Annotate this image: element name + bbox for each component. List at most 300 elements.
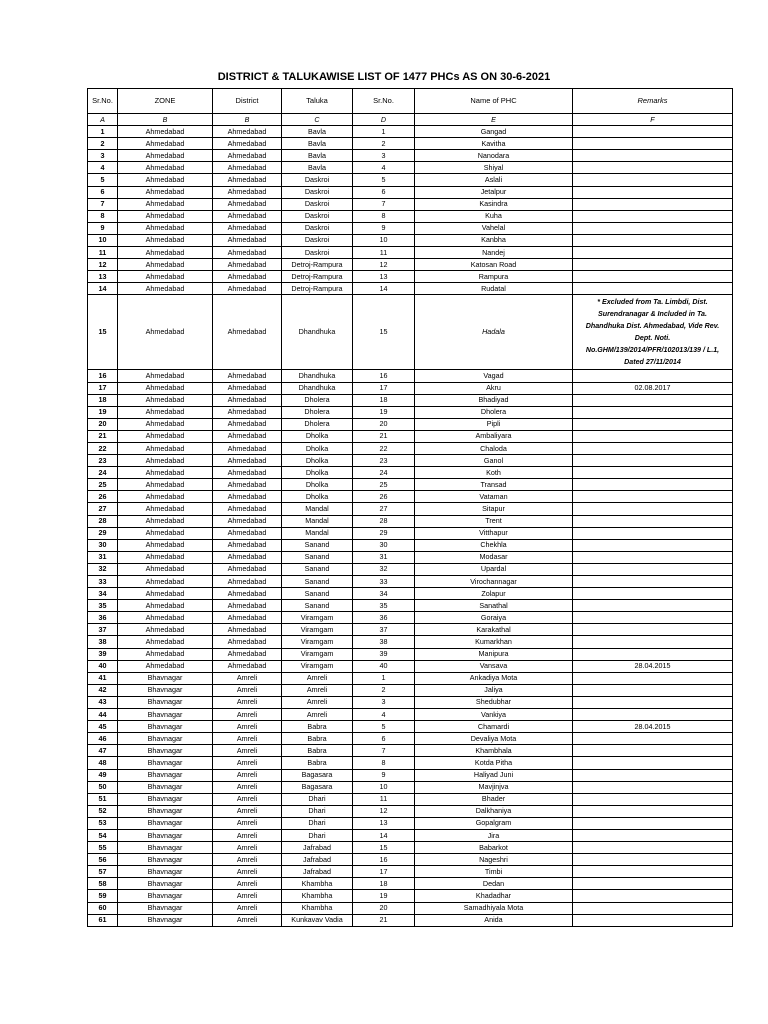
cell-district: Ahmedabad	[213, 382, 282, 394]
cell-taluka: Dholera	[282, 394, 353, 406]
cell-phc-name: Samadhiyala Mota	[415, 902, 573, 914]
cell-srno: 10	[88, 234, 118, 246]
cell-remarks	[573, 271, 733, 283]
cell-district: Ahmedabad	[213, 150, 282, 162]
cell-srno: 15	[88, 295, 118, 370]
cell-taluka-srno: 4	[353, 709, 415, 721]
cell-taluka: Amreli	[282, 684, 353, 696]
cell-district: Amreli	[213, 696, 282, 708]
cell-taluka: Khambha	[282, 878, 353, 890]
cell-taluka: Dhandhuka	[282, 295, 353, 370]
cell-zone: Ahmedabad	[118, 430, 213, 442]
cell-zone: Bhavnagar	[118, 793, 213, 805]
cell-taluka: Bavla	[282, 138, 353, 150]
cell-phc-name: Ambaliyara	[415, 430, 573, 442]
cell-district: Ahmedabad	[213, 503, 282, 515]
cell-srno: 30	[88, 539, 118, 551]
cell-srno: 46	[88, 733, 118, 745]
cell-zone: Bhavnagar	[118, 696, 213, 708]
table-row	[88, 551, 733, 563]
cell-remarks: 28.04.2015	[573, 721, 733, 733]
cell-district: Amreli	[213, 805, 282, 817]
cell-phc-name: Manipura	[415, 648, 573, 660]
cell-srno: 42	[88, 684, 118, 696]
cell-zone: Ahmedabad	[118, 370, 213, 382]
table-row	[88, 418, 733, 430]
cell-zone: Ahmedabad	[118, 660, 213, 672]
cell-taluka-srno: 19	[353, 406, 415, 418]
cell-phc-name: Vagad	[415, 370, 573, 382]
header-srno: Sr.No.	[88, 89, 118, 114]
cell-zone: Ahmedabad	[118, 479, 213, 491]
cell-remarks	[573, 829, 733, 841]
cell-taluka-srno: 18	[353, 394, 415, 406]
cell-phc-name: Vataman	[415, 491, 573, 503]
cell-zone: Ahmedabad	[118, 648, 213, 660]
cell-remarks	[573, 576, 733, 588]
cell-zone: Ahmedabad	[118, 442, 213, 454]
cell-district: Ahmedabad	[213, 234, 282, 246]
cell-taluka: Amreli	[282, 672, 353, 684]
table-row	[88, 430, 733, 442]
cell-zone: Ahmedabad	[118, 234, 213, 246]
cell-taluka-srno: 16	[353, 854, 415, 866]
cell-zone: Ahmedabad	[118, 126, 213, 138]
cell-taluka: Detroj-Rampura	[282, 283, 353, 295]
letter-b: B	[118, 114, 213, 126]
cell-remarks	[573, 455, 733, 467]
cell-taluka-srno: 10	[353, 234, 415, 246]
cell-taluka: Dholera	[282, 418, 353, 430]
table-row	[88, 479, 733, 491]
cell-district: Ahmedabad	[213, 430, 282, 442]
cell-zone: Ahmedabad	[118, 612, 213, 624]
cell-taluka-srno: 13	[353, 817, 415, 829]
cell-phc-name: Katosan Road	[415, 259, 573, 271]
header-row	[88, 89, 733, 114]
cell-district: Amreli	[213, 854, 282, 866]
cell-phc-name: Kasindra	[415, 198, 573, 210]
cell-district: Amreli	[213, 902, 282, 914]
cell-taluka-srno: 33	[353, 576, 415, 588]
letter-a: A	[88, 114, 118, 126]
cell-taluka: Sanand	[282, 600, 353, 612]
cell-taluka-srno: 15	[353, 842, 415, 854]
cell-srno: 6	[88, 186, 118, 198]
cell-taluka-srno: 27	[353, 503, 415, 515]
cell-taluka: Bavla	[282, 162, 353, 174]
cell-remarks	[573, 902, 733, 914]
table-row	[88, 503, 733, 515]
cell-srno: 35	[88, 600, 118, 612]
cell-srno: 18	[88, 394, 118, 406]
cell-srno: 43	[88, 696, 118, 708]
table-row	[88, 757, 733, 769]
cell-district: Ahmedabad	[213, 660, 282, 672]
cell-phc-name: Vansava	[415, 660, 573, 672]
cell-phc-name: Babarkot	[415, 842, 573, 854]
cell-phc-name: Timbi	[415, 866, 573, 878]
cell-taluka-srno: 20	[353, 902, 415, 914]
cell-srno: 33	[88, 576, 118, 588]
cell-zone: Bhavnagar	[118, 721, 213, 733]
header-taluka-srno: Sr.No.	[353, 89, 415, 114]
cell-district: Amreli	[213, 829, 282, 841]
cell-taluka: Khambha	[282, 890, 353, 902]
cell-remarks	[573, 503, 733, 515]
table-row	[88, 370, 733, 382]
cell-srno: 53	[88, 817, 118, 829]
cell-district: Amreli	[213, 781, 282, 793]
table-row	[88, 684, 733, 696]
cell-taluka-srno: 17	[353, 382, 415, 394]
cell-taluka-srno: 9	[353, 222, 415, 234]
cell-phc-name: Aslali	[415, 174, 573, 186]
cell-taluka: Viramgam	[282, 612, 353, 624]
cell-phc-name: Vitthapur	[415, 527, 573, 539]
table-row	[88, 696, 733, 708]
cell-zone: Ahmedabad	[118, 527, 213, 539]
cell-district: Ahmedabad	[213, 539, 282, 551]
table-row	[88, 150, 733, 162]
table-row	[88, 817, 733, 829]
cell-zone: Ahmedabad	[118, 295, 213, 370]
cell-taluka: Daskroi	[282, 210, 353, 222]
cell-district: Ahmedabad	[213, 467, 282, 479]
cell-district: Amreli	[213, 914, 282, 926]
cell-remarks: 28.04.2015	[573, 660, 733, 672]
cell-taluka-srno: 21	[353, 914, 415, 926]
cell-taluka-srno: 2	[353, 684, 415, 696]
cell-srno: 49	[88, 769, 118, 781]
cell-taluka-srno: 20	[353, 418, 415, 430]
cell-taluka: Mandal	[282, 503, 353, 515]
cell-zone: Bhavnagar	[118, 684, 213, 696]
cell-remarks	[573, 126, 733, 138]
cell-remarks	[573, 418, 733, 430]
cell-taluka: Dholera	[282, 406, 353, 418]
cell-phc-name: Gopalgram	[415, 817, 573, 829]
cell-zone: Ahmedabad	[118, 515, 213, 527]
cell-zone: Bhavnagar	[118, 817, 213, 829]
cell-district: Ahmedabad	[213, 551, 282, 563]
cell-taluka-srno: 10	[353, 781, 415, 793]
cell-remarks	[573, 283, 733, 295]
cell-taluka-srno: 7	[353, 745, 415, 757]
cell-zone: Ahmedabad	[118, 222, 213, 234]
cell-zone: Bhavnagar	[118, 805, 213, 817]
cell-taluka-srno: 39	[353, 648, 415, 660]
cell-srno: 20	[88, 418, 118, 430]
cell-taluka: Amreli	[282, 696, 353, 708]
cell-phc-name: Anida	[415, 914, 573, 926]
cell-srno: 39	[88, 648, 118, 660]
cell-srno: 23	[88, 455, 118, 467]
cell-district: Ahmedabad	[213, 259, 282, 271]
cell-taluka-srno: 5	[353, 721, 415, 733]
table-row	[88, 902, 733, 914]
cell-district: Ahmedabad	[213, 394, 282, 406]
cell-taluka-srno: 7	[353, 198, 415, 210]
table-row	[88, 247, 733, 259]
cell-district: Ahmedabad	[213, 138, 282, 150]
cell-phc-name: Rampura	[415, 271, 573, 283]
cell-district: Ahmedabad	[213, 186, 282, 198]
cell-district: Ahmedabad	[213, 198, 282, 210]
cell-remarks	[573, 150, 733, 162]
cell-taluka: Sanand	[282, 539, 353, 551]
table-row	[88, 781, 733, 793]
cell-zone: Ahmedabad	[118, 150, 213, 162]
cell-phc-name: Chaloda	[415, 442, 573, 454]
cell-phc-name: Virochannagar	[415, 576, 573, 588]
cell-taluka: Babra	[282, 745, 353, 757]
cell-district: Amreli	[213, 721, 282, 733]
header-remarks: Remarks	[573, 89, 733, 114]
cell-srno: 61	[88, 914, 118, 926]
cell-district: Amreli	[213, 733, 282, 745]
cell-phc-name: Bhader	[415, 793, 573, 805]
cell-srno: 44	[88, 709, 118, 721]
cell-srno: 19	[88, 406, 118, 418]
cell-taluka-srno: 40	[353, 660, 415, 672]
cell-zone: Ahmedabad	[118, 467, 213, 479]
cell-taluka: Dholka	[282, 491, 353, 503]
table-row	[88, 271, 733, 283]
cell-srno: 11	[88, 247, 118, 259]
table-row	[88, 878, 733, 890]
cell-phc-name: Dholera	[415, 406, 573, 418]
cell-zone: Ahmedabad	[118, 247, 213, 259]
cell-zone: Ahmedabad	[118, 210, 213, 222]
cell-district: Amreli	[213, 866, 282, 878]
cell-remarks	[573, 733, 733, 745]
cell-district: Ahmedabad	[213, 600, 282, 612]
cell-zone: Bhavnagar	[118, 709, 213, 721]
cell-phc-name: Nanodara	[415, 150, 573, 162]
cell-remarks	[573, 696, 733, 708]
table-row	[88, 672, 733, 684]
cell-taluka: Bavla	[282, 126, 353, 138]
cell-taluka: Dhandhuka	[282, 370, 353, 382]
cell-taluka-srno: 6	[353, 186, 415, 198]
table-row	[88, 467, 733, 479]
cell-zone: Ahmedabad	[118, 636, 213, 648]
cell-remarks	[573, 222, 733, 234]
cell-district: Ahmedabad	[213, 455, 282, 467]
cell-district: Ahmedabad	[213, 271, 282, 283]
cell-srno: 2	[88, 138, 118, 150]
cell-zone: Bhavnagar	[118, 733, 213, 745]
table-row	[88, 866, 733, 878]
cell-taluka-srno: 30	[353, 539, 415, 551]
cell-zone: Bhavnagar	[118, 866, 213, 878]
cell-district: Ahmedabad	[213, 174, 282, 186]
cell-phc-name: Kavitha	[415, 138, 573, 150]
cell-taluka: Viramgam	[282, 636, 353, 648]
cell-taluka: Dhari	[282, 817, 353, 829]
cell-taluka-srno: 15	[353, 295, 415, 370]
cell-phc-name: Chekhla	[415, 539, 573, 551]
cell-taluka: Viramgam	[282, 660, 353, 672]
table-row	[88, 234, 733, 246]
cell-phc-name: Bhadiyad	[415, 394, 573, 406]
cell-srno: 8	[88, 210, 118, 222]
cell-taluka: Viramgam	[282, 648, 353, 660]
cell-phc-name: Dedan	[415, 878, 573, 890]
cell-srno: 7	[88, 198, 118, 210]
cell-zone: Ahmedabad	[118, 576, 213, 588]
cell-remarks: 02.08.2017	[573, 382, 733, 394]
cell-taluka: Dholka	[282, 442, 353, 454]
cell-taluka-srno: 25	[353, 479, 415, 491]
cell-remarks	[573, 757, 733, 769]
cell-taluka: Jafrabad	[282, 854, 353, 866]
document-title: DISTRICT & TALUKAWISE LIST OF 1477 PHCs AS ON 30-6-2021	[217, 71, 551, 83]
header-phc-name: Name of PHC	[415, 89, 573, 114]
cell-phc-name: Rudatal	[415, 283, 573, 295]
cell-district: Ahmedabad	[213, 222, 282, 234]
column-letter-row	[88, 114, 733, 126]
cell-district: Ahmedabad	[213, 479, 282, 491]
table-row	[88, 394, 733, 406]
cell-taluka-srno: 22	[353, 442, 415, 454]
cell-district: Ahmedabad	[213, 636, 282, 648]
cell-taluka-srno: 31	[353, 551, 415, 563]
cell-phc-name: Shedubhar	[415, 696, 573, 708]
cell-srno: 14	[88, 283, 118, 295]
cell-district: Amreli	[213, 672, 282, 684]
table-row	[88, 793, 733, 805]
header-taluka: Taluka	[282, 89, 353, 114]
cell-remarks	[573, 198, 733, 210]
cell-srno: 37	[88, 624, 118, 636]
cell-phc-name: Upardal	[415, 563, 573, 575]
cell-remarks	[573, 600, 733, 612]
cell-taluka-srno: 14	[353, 283, 415, 295]
cell-remarks	[573, 769, 733, 781]
cell-taluka: Babra	[282, 721, 353, 733]
table-row	[88, 612, 733, 624]
cell-srno: 36	[88, 612, 118, 624]
cell-taluka-srno: 14	[353, 829, 415, 841]
table-row	[88, 162, 733, 174]
cell-remarks	[573, 467, 733, 479]
cell-srno: 59	[88, 890, 118, 902]
cell-phc-name: Pipli	[415, 418, 573, 430]
cell-taluka-srno: 8	[353, 757, 415, 769]
cell-remarks	[573, 648, 733, 660]
cell-district: Amreli	[213, 757, 282, 769]
cell-phc-name: Shiyal	[415, 162, 573, 174]
cell-taluka: Daskroi	[282, 247, 353, 259]
cell-district: Ahmedabad	[213, 210, 282, 222]
cell-taluka: Dholka	[282, 479, 353, 491]
header-district: District	[213, 89, 282, 114]
cell-srno: 17	[88, 382, 118, 394]
cell-srno: 57	[88, 866, 118, 878]
cell-district: Ahmedabad	[213, 283, 282, 295]
cell-taluka-srno: 24	[353, 467, 415, 479]
cell-phc-name: Jetalpur	[415, 186, 573, 198]
cell-taluka-srno: 19	[353, 890, 415, 902]
cell-srno: 40	[88, 660, 118, 672]
cell-zone: Ahmedabad	[118, 624, 213, 636]
table-row	[88, 491, 733, 503]
cell-remarks	[573, 527, 733, 539]
cell-taluka-srno: 11	[353, 247, 415, 259]
table-row	[88, 442, 733, 454]
cell-zone: Ahmedabad	[118, 503, 213, 515]
cell-zone: Bhavnagar	[118, 829, 213, 841]
cell-srno: 34	[88, 588, 118, 600]
cell-remarks	[573, 442, 733, 454]
cell-phc-name: Devaliya Mota	[415, 733, 573, 745]
cell-srno: 58	[88, 878, 118, 890]
cell-taluka-srno: 17	[353, 866, 415, 878]
cell-phc-name: Modasar	[415, 551, 573, 563]
cell-taluka-srno: 26	[353, 491, 415, 503]
cell-district: Amreli	[213, 878, 282, 890]
cell-taluka: Babra	[282, 733, 353, 745]
cell-remarks	[573, 684, 733, 696]
cell-taluka: Mandal	[282, 527, 353, 539]
cell-taluka: Sanand	[282, 563, 353, 575]
cell-district: Ahmedabad	[213, 247, 282, 259]
cell-phc-name: Sanathal	[415, 600, 573, 612]
cell-phc-name: Mavjinjva	[415, 781, 573, 793]
table-body	[88, 114, 733, 927]
cell-zone: Ahmedabad	[118, 138, 213, 150]
cell-remarks	[573, 781, 733, 793]
cell-taluka-srno: 9	[353, 769, 415, 781]
table-row	[88, 138, 733, 150]
cell-srno: 13	[88, 271, 118, 283]
cell-phc-name: Gangad	[415, 126, 573, 138]
cell-district: Amreli	[213, 684, 282, 696]
cell-zone: Ahmedabad	[118, 600, 213, 612]
cell-taluka: Bavla	[282, 150, 353, 162]
cell-taluka-srno: 8	[353, 210, 415, 222]
cell-taluka: Dholka	[282, 467, 353, 479]
cell-zone: Ahmedabad	[118, 394, 213, 406]
cell-taluka: Daskroi	[282, 234, 353, 246]
cell-phc-name: Karakathal	[415, 624, 573, 636]
cell-taluka: Kunkavav Vadia	[282, 914, 353, 926]
cell-zone: Bhavnagar	[118, 745, 213, 757]
cell-district: Ahmedabad	[213, 612, 282, 624]
cell-taluka: Viramgam	[282, 624, 353, 636]
cell-taluka-srno: 6	[353, 733, 415, 745]
table-row	[88, 829, 733, 841]
cell-taluka: Detroj-Rampura	[282, 259, 353, 271]
cell-taluka: Jafrabad	[282, 842, 353, 854]
table-row	[88, 721, 733, 733]
cell-taluka-srno: 3	[353, 696, 415, 708]
cell-zone: Bhavnagar	[118, 890, 213, 902]
cell-zone: Bhavnagar	[118, 854, 213, 866]
cell-district: Ahmedabad	[213, 406, 282, 418]
cell-taluka: Dhandhuka	[282, 382, 353, 394]
cell-remarks	[573, 745, 733, 757]
cell-taluka-srno: 37	[353, 624, 415, 636]
cell-phc-name: Haliyad Juni	[415, 769, 573, 781]
cell-phc-name: Jira	[415, 829, 573, 841]
cell-phc-name: Goraiya	[415, 612, 573, 624]
cell-remarks	[573, 878, 733, 890]
cell-taluka: Amreli	[282, 709, 353, 721]
phc-table	[87, 88, 733, 927]
